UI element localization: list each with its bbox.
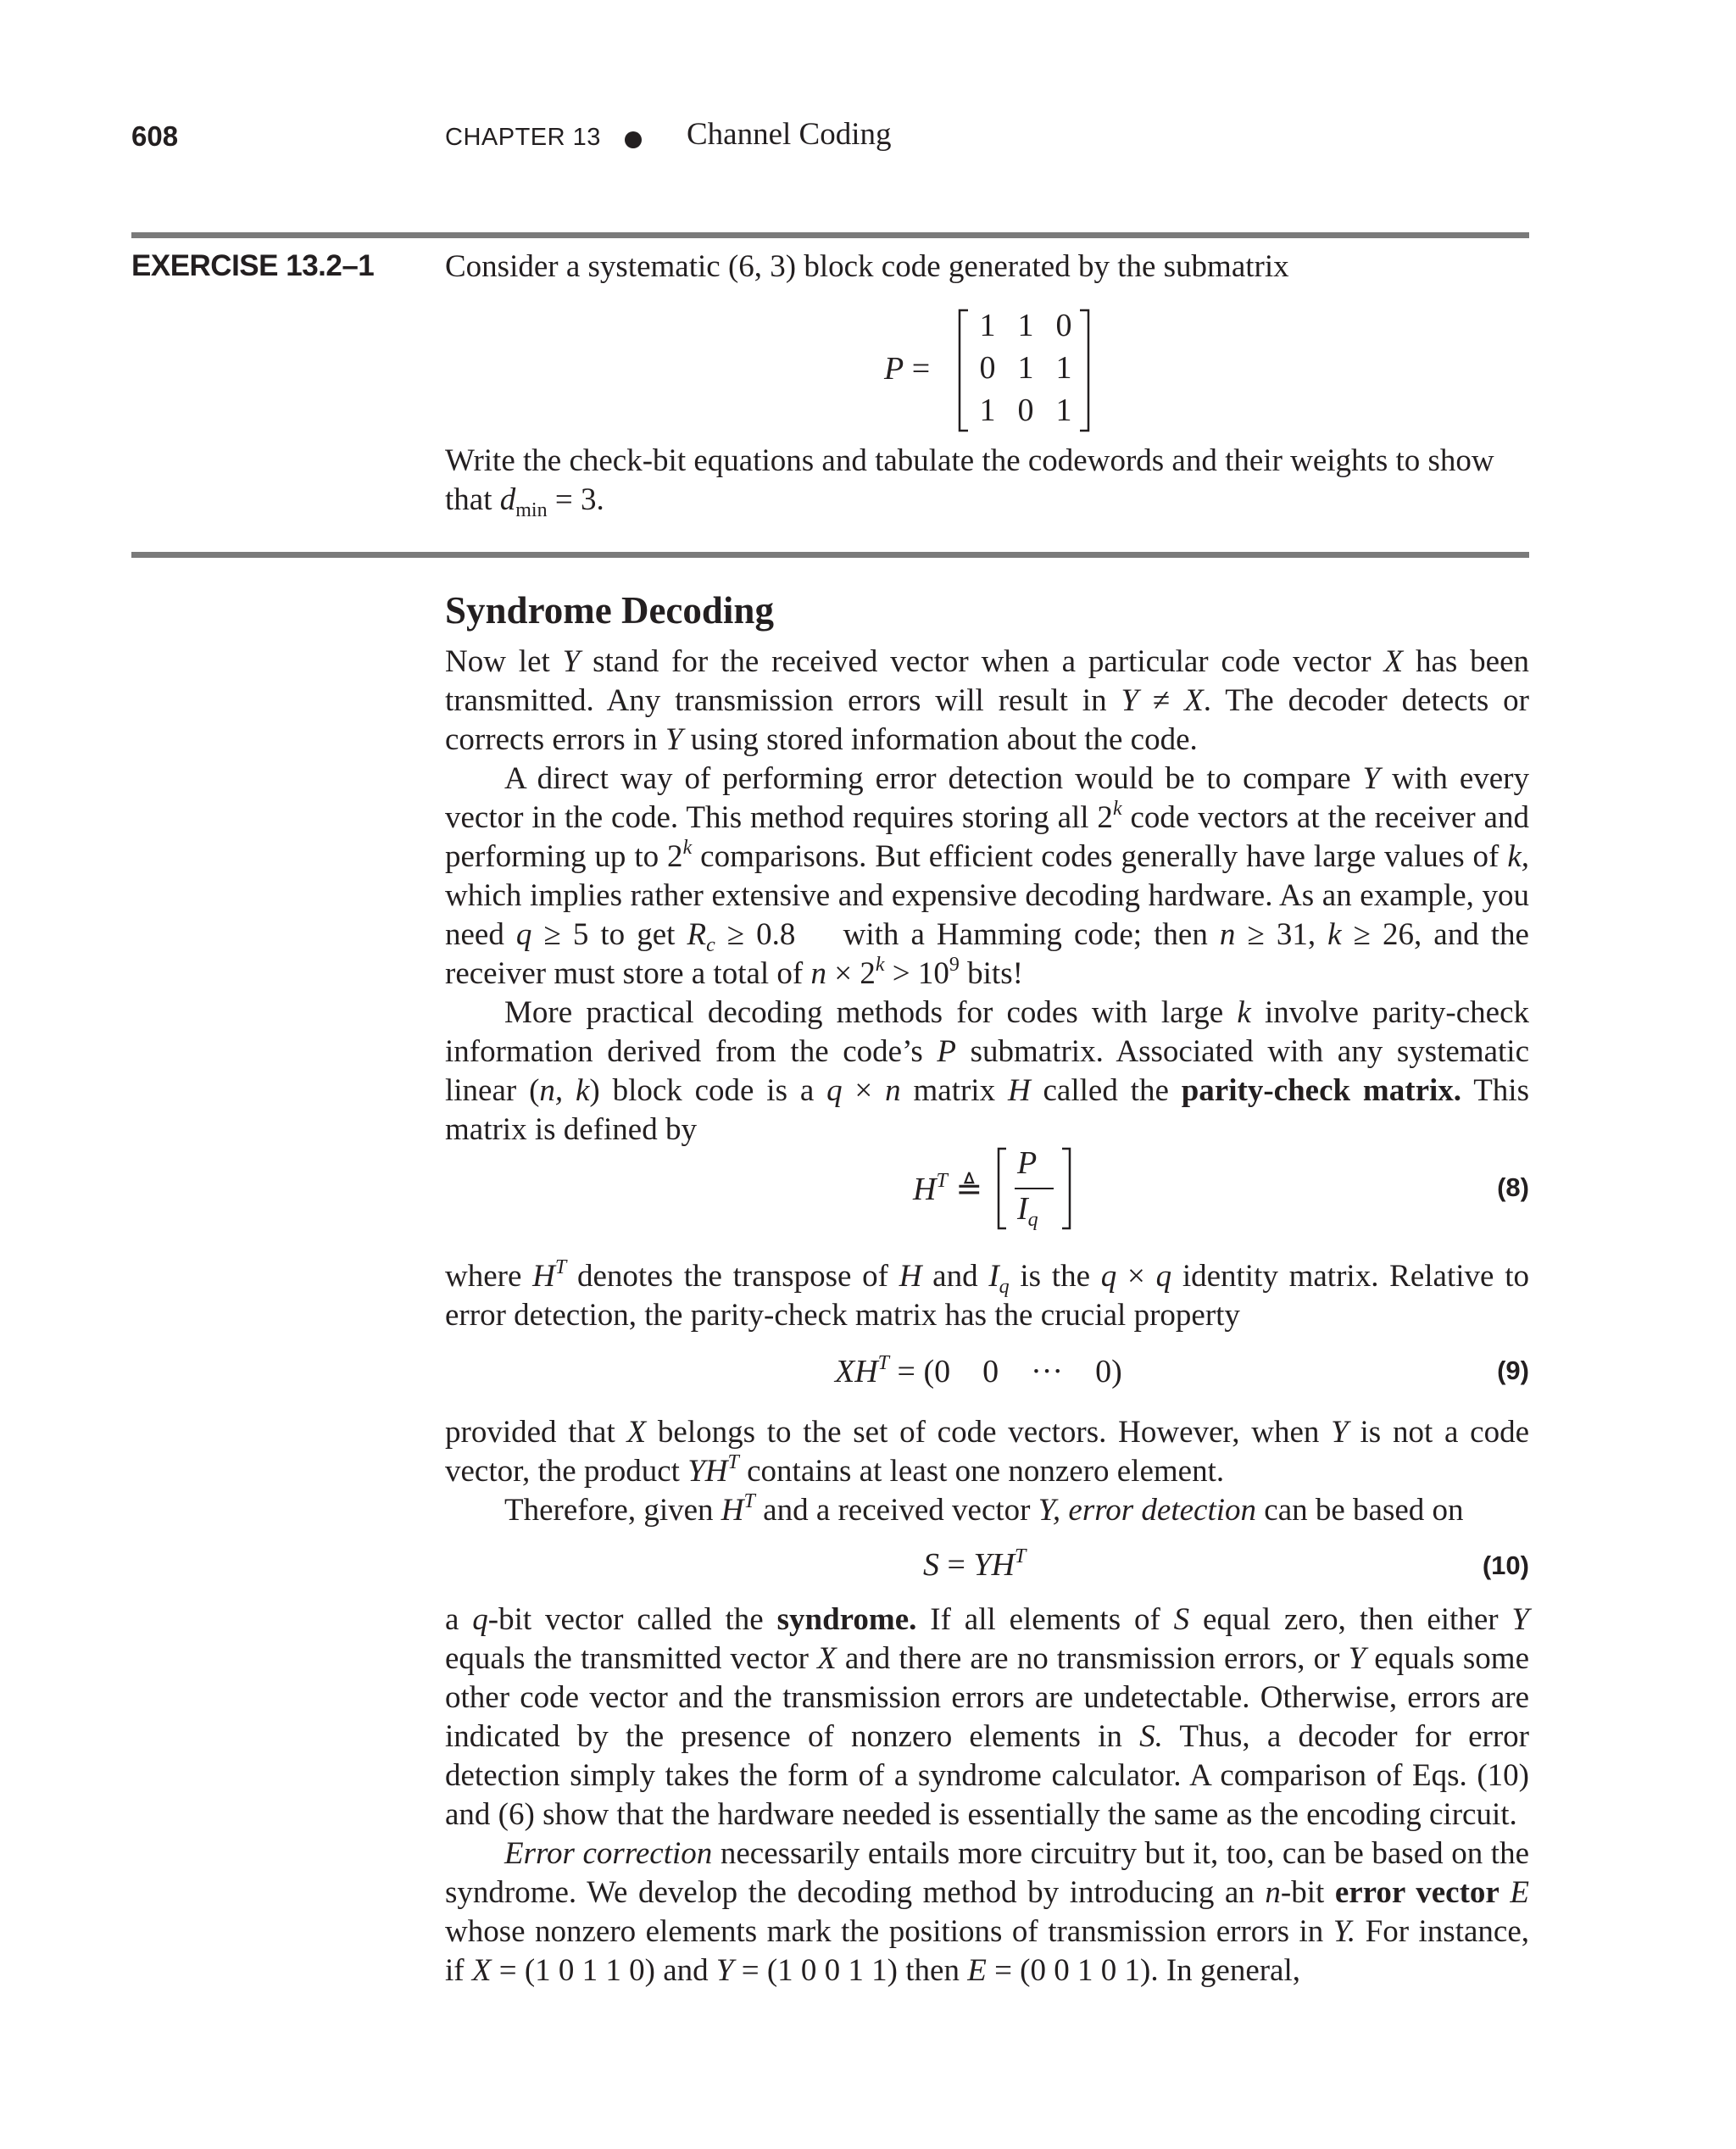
- equation-9: $XH^T = (0$ 0 ··· 0): [835, 1352, 1122, 1389]
- matrix-cell: 0: [979, 350, 996, 386]
- exercise-label: EXERCISE 13.2–1: [131, 249, 375, 282]
- bottom-rule: [131, 552, 1529, 558]
- matrix-cell: 0: [1017, 392, 1034, 428]
- body-block-1: [445, 643, 1529, 1150]
- page-number: 608: [131, 120, 179, 152]
- equation-10: $S = YH^T$: [923, 1545, 1027, 1583]
- matrix-cell: 1: [1055, 392, 1072, 428]
- equation-8-p: P: [1017, 1145, 1038, 1181]
- matrix-cell: 1: [979, 308, 996, 343]
- body-block-2: [445, 1257, 1529, 1335]
- matrix-cell: 1: [979, 392, 996, 428]
- paragraph: Now let Y stand for the received vector when a particular code vector X has been transmitted. Any transmission errors will result in Y ≠ X. The decoder detects or corrects errors in Y using stored information about the code.: [445, 644, 1530, 757]
- paragraph: A direct way of performing error detection would be to compare Y with every vector in the code. This method requires storing all 2$^k$ code vectors at the receiver and performing up to 2$^k$ comparisons. But efficient codes generally have large values of k, which implies rather extensive and expensive decoding hardware. As an example, you need q ≥ 5 to get $R_c \ge 0.8$ with a Hamming code; then n ≥ 31, k ≥ 26, and the receiver must store a total of $n \times 2^k > 10^9$ bits!: [445, 761, 1530, 991]
- matrix-cell: 1: [1017, 350, 1034, 386]
- chapter-title: Channel Coding: [687, 117, 892, 152]
- body-block-3: [445, 1413, 1529, 1530]
- equation-8-lhs: $H^T$ ≜: [913, 1170, 983, 1207]
- matrix-cell: 1: [1055, 350, 1072, 386]
- exercise-line-2: that $d_{min} = 3$.: [445, 482, 604, 521]
- exercise-intro: Consider a systematic (6, 3) block code generated by the submatrix: [445, 249, 1289, 284]
- paragraph: Therefore, given $H^T$ and a received vector Y, error detection can be based on: [504, 1490, 1464, 1528]
- paragraph: a q-bit vector called the syndrome. If all elements of S equal zero, then either Y equals the transmitted vector X and there are no transmission errors, or Y equals some other code vector and the transmission errors are undetectable. Otherwise, errors are indicated by the presence of nonzero elements in S. Thus, a decoder for error detection simply takes the form of a syndrome calculator. A comparison of Eqs. (10) and (6) show that the hardware needed is essentially the same as the encoding circuit.: [445, 1602, 1530, 1832]
- exercise-line-1: Write the check-bit equations and tabulate the codewords and their weights to show: [445, 443, 1494, 478]
- paragraph: Error correction necessarily entails more circuitry but it, too, can be based on the syndrome. We develop the decoding method by introducing an n-bit error vector E whose nonzero elements mark the positions of transmission errors in Y. For instance, if X = (1 0 1 1 0) and Y = (1 0 0 1 1) then E = (0 0 1 0 1). In general,: [445, 1836, 1530, 1988]
- paragraph: where $H^T$ denotes the transpose of H and $I_q$ is the q × q identity matrix. Relative to error detection, the parity-check matrix has the crucial property: [445, 1256, 1529, 1333]
- equation-8-iq: $I_q$: [1017, 1191, 1038, 1231]
- section-heading: Syndrome Decoding: [445, 589, 774, 632]
- equation-9-number: (9): [1497, 1356, 1529, 1385]
- top-rule: [131, 232, 1529, 238]
- chapter-label: CHAPTER 13: [445, 124, 601, 151]
- bullet-icon: [625, 131, 642, 148]
- matrix-cell: 0: [1055, 308, 1072, 343]
- exercise-instructions: [445, 442, 1529, 520]
- equation-10-number: (10): [1482, 1551, 1529, 1580]
- paragraph: More practical decoding methods for codes with large k involve parity-check information derived from the code’s P submatrix. Associated with any systematic linear (n, k) block code is a q × n matrix H called the parity-check matrix. This matrix is defined by: [445, 995, 1530, 1147]
- matrix-cell: 1: [1017, 308, 1034, 343]
- matrix-label: P =: [884, 351, 931, 387]
- equation-8-number: (8): [1497, 1172, 1529, 1202]
- body-block-4: [445, 1601, 1529, 1990]
- paragraph: provided that X belongs to the set of code vectors. However, when Y is not a code vector, the product $YH^T$ contains at least one nonzero element.: [445, 1415, 1529, 1489]
